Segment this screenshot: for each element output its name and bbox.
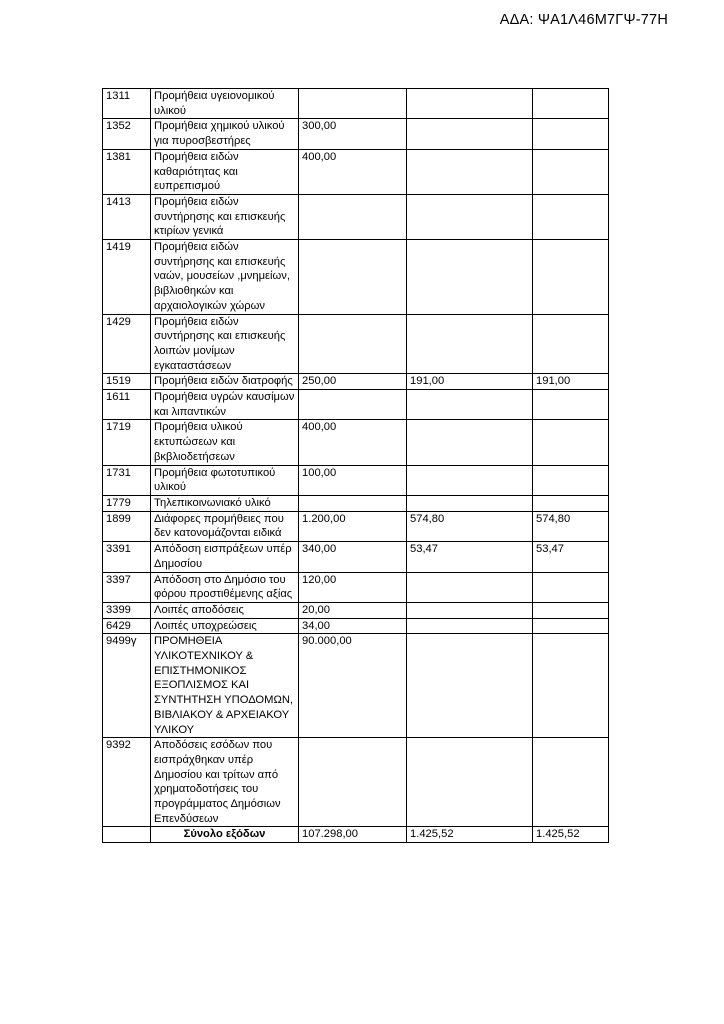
row-value-2-cell: 574,80 [407, 511, 533, 541]
total-value-2-cell: 1.425,52 [407, 827, 533, 843]
row-value-1-cell: 1.200,00 [299, 511, 407, 541]
row-value-3-cell [533, 572, 609, 602]
row-value-1-cell: 20,00 [299, 602, 407, 618]
row-description-cell: Λοιπές υποχρεώσεις [151, 618, 299, 634]
row-code-cell: 1381 [103, 149, 151, 194]
row-code-cell: 1429 [103, 314, 151, 374]
row-code-cell: 1413 [103, 194, 151, 239]
row-code-cell: 1611 [103, 390, 151, 420]
row-value-2-cell [407, 602, 533, 618]
row-value-2-cell [407, 465, 533, 495]
row-description-cell: Προμήθεια ειδών συντήρησης και επισκευής κτιρίων γενικά [151, 194, 299, 239]
row-code-cell: 9499γ [103, 634, 151, 738]
table-row [103, 465, 609, 495]
table-row [103, 738, 609, 827]
row-description-cell: Προμήθεια ειδών διατροφής [151, 374, 299, 390]
row-value-3-cell [533, 119, 609, 149]
table-row [103, 390, 609, 420]
row-value-3-cell [533, 618, 609, 634]
row-value-3-cell [533, 149, 609, 194]
row-value-1-cell [299, 240, 407, 315]
expenses-table [102, 88, 609, 843]
row-description-cell: Προμήθεια ειδών συντήρησης και επισκευής λοιπών μονίμων εγκαταστάσεων [151, 314, 299, 374]
row-value-3-cell [533, 602, 609, 618]
table-row [103, 572, 609, 602]
row-value-1-cell: 100,00 [299, 465, 407, 495]
row-code-cell: 1352 [103, 119, 151, 149]
row-value-1-cell: 300,00 [299, 119, 407, 149]
row-value-2-cell [407, 634, 533, 738]
row-value-2-cell [407, 149, 533, 194]
row-value-3-cell [533, 314, 609, 374]
row-value-1-cell [299, 738, 407, 827]
row-description-cell: Προμήθεια ειδών συντήρησης και επισκευής ναών, μουσείων ,μνημείων, βιβλιοθηκών και αρχαιολογικών χώρων [151, 240, 299, 315]
row-value-2-cell [407, 738, 533, 827]
row-value-2-cell: 191,00 [407, 374, 533, 390]
row-value-3-cell [533, 738, 609, 827]
row-value-1-cell [299, 495, 407, 511]
row-value-1-cell [299, 194, 407, 239]
row-value-3-cell [533, 465, 609, 495]
row-description-cell: Προμήθεια υγρών καυσίμων και λιπαντικών [151, 390, 299, 420]
row-description-cell: Προμήθεια υγειονομικού υλικού [151, 89, 299, 119]
row-description-cell: Προμήθεια υλικού εκτυπώσεων και βκβλιοδετήσεων [151, 420, 299, 465]
row-code-cell: 1779 [103, 495, 151, 511]
row-value-1-cell [299, 314, 407, 374]
row-value-1-cell: 250,00 [299, 374, 407, 390]
total-value-3-cell: 1.425,52 [533, 827, 609, 843]
total-value-1-cell: 107.298,00 [299, 827, 407, 843]
row-value-1-cell: 400,00 [299, 149, 407, 194]
row-value-2-cell [407, 390, 533, 420]
table-row [103, 119, 609, 149]
table-row [103, 149, 609, 194]
table-row [103, 240, 609, 315]
row-value-2-cell: 53,47 [407, 542, 533, 572]
table-row [103, 602, 609, 618]
row-value-2-cell [407, 314, 533, 374]
row-value-1-cell: 400,00 [299, 420, 407, 465]
table-row [103, 495, 609, 511]
row-code-cell: 3397 [103, 572, 151, 602]
table-row [103, 634, 609, 738]
row-value-2-cell [407, 89, 533, 119]
table-row [103, 420, 609, 465]
row-value-2-cell [407, 572, 533, 602]
row-code-cell: 1899 [103, 511, 151, 541]
table-row [103, 314, 609, 374]
row-value-1-cell: 340,00 [299, 542, 407, 572]
row-value-3-cell: 574,80 [533, 511, 609, 541]
row-value-2-cell [407, 119, 533, 149]
row-code-cell: 1419 [103, 240, 151, 315]
row-value-3-cell: 191,00 [533, 374, 609, 390]
row-value-2-cell [407, 194, 533, 239]
row-value-1-cell: 90.000,00 [299, 634, 407, 738]
row-code-cell: 9392 [103, 738, 151, 827]
table-row [103, 89, 609, 119]
row-value-3-cell [533, 89, 609, 119]
total-code-cell [103, 827, 151, 843]
row-description-cell: Αποδόσεις εσόδων που εισπράχθηκαν υπέρ Δημοσίου και τρίτων από χρηματοδοτήσεις του προγράμματος Δημόσιων Επενδύσεων [151, 738, 299, 827]
table-row [103, 194, 609, 239]
row-description-cell: Λοιπές αποδόσεις [151, 602, 299, 618]
row-code-cell: 3399 [103, 602, 151, 618]
row-value-3-cell [533, 390, 609, 420]
document-ada-code: ΑΔΑ: ΨΑ1Λ46Μ7ΓΨ-77Η [499, 12, 668, 28]
row-value-1-cell: 120,00 [299, 572, 407, 602]
expenses-table-body [103, 89, 609, 843]
row-value-2-cell [407, 420, 533, 465]
row-value-3-cell [533, 495, 609, 511]
row-value-3-cell [533, 194, 609, 239]
row-value-3-cell: 53,47 [533, 542, 609, 572]
row-description-cell: Προμήθεια φωτοτυπικού υλικού [151, 465, 299, 495]
row-value-1-cell: 34,00 [299, 618, 407, 634]
table-row [103, 374, 609, 390]
total-row [103, 827, 609, 843]
row-description-cell: Τηλεπικοινωνιακό υλικό [151, 495, 299, 511]
table-row [103, 511, 609, 541]
table-row [103, 542, 609, 572]
row-value-2-cell [407, 618, 533, 634]
row-code-cell: 3391 [103, 542, 151, 572]
total-label-cell: Σύνολο εξόδων [151, 827, 299, 843]
row-value-2-cell [407, 495, 533, 511]
row-value-3-cell [533, 240, 609, 315]
row-code-cell: 6429 [103, 618, 151, 634]
row-code-cell: 1311 [103, 89, 151, 119]
table-row [103, 618, 609, 634]
row-value-2-cell [407, 240, 533, 315]
row-description-cell: ΠΡΟΜΗΘΕΙΑ ΥΛΙΚΟΤΕΧΝΙΚΟΥ & ΕΠΙΣΤΗΜΟΝΙΚΟΣ ΕΞΟΠΛΙΣΜΟΣ ΚΑΙ ΣΥΝΤΗΤΗΣΗ ΥΠΟΔΟΜΩΝ, ΒΙΒΛΙΑΚΟΥ & ΑΡΧΕΙΑΚΟΥ ΥΛΙΚΟΥ [151, 634, 299, 738]
row-description-cell: Προμήθεια χημικού υλικού για πυροσβεστήρες [151, 119, 299, 149]
row-code-cell: 1719 [103, 420, 151, 465]
row-value-3-cell [533, 420, 609, 465]
row-value-3-cell [533, 634, 609, 738]
row-description-cell: Απόδοση στο Δημόσιο του φόρου προστιθέμενης αξίας [151, 572, 299, 602]
row-description-cell: Διάφορες προμήθειες που δεν κατονομάζονται ειδικά [151, 511, 299, 541]
row-value-1-cell [299, 89, 407, 119]
row-code-cell: 1731 [103, 465, 151, 495]
row-description-cell: Προμήθεια ειδών καθαριότητας και ευπρεπισμού [151, 149, 299, 194]
row-description-cell: Απόδοση εισπράξεων υπέρ Δημοσίου [151, 542, 299, 572]
row-value-1-cell [299, 390, 407, 420]
row-code-cell: 1519 [103, 374, 151, 390]
